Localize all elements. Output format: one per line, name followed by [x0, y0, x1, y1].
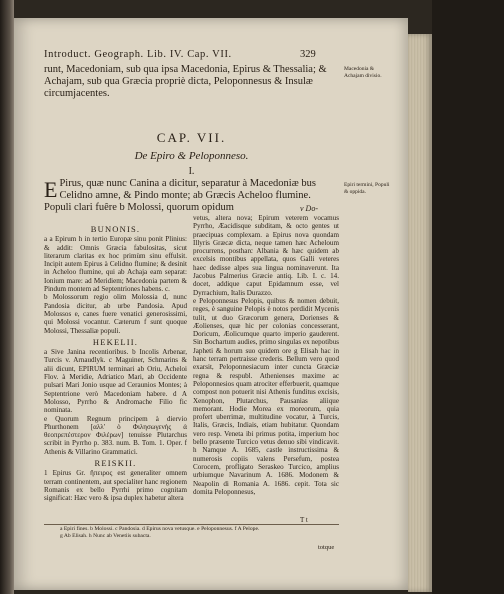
footnote-line-1: a Epiri fines. b Molossi. c Pandosia. d Epirus nova vetusque. e Peloponnesus. f A Pelope.: [60, 526, 260, 532]
footnote-rule: [44, 524, 339, 525]
section-head-hekelii: HEKELII.: [92, 336, 139, 347]
commentary-left-column: [44, 222, 187, 503]
chapter-title: De Epiro & Peloponneso.: [134, 150, 249, 162]
page-stack-edge: [408, 34, 432, 592]
chapter-heading: CAP. VII.: [156, 130, 227, 145]
footnote-line-2: g Ab Elisah. h Nunc ab Venetiis subacta.: [60, 533, 151, 539]
footnotes: [60, 526, 340, 540]
commentary-right-column: [193, 214, 339, 496]
page-number: 329: [300, 49, 316, 60]
book-gutter: [0, 0, 14, 594]
running-title: Introduct. Geograph. Lib. IV. Cap. VII.: [44, 49, 232, 60]
opening-paragraph: [44, 178, 339, 214]
book-cover-edge: [432, 0, 504, 594]
catchword-top: v Do-: [300, 204, 318, 213]
right-column-text: vetus, altera nova; Epirum veterem vocamus Pyrrho, Æacidisque subditam, & octo gentes ut praecipuas complexam. a Epirus nova quondam Illyris Græcæ dicta, neque tamen hæc Acheloum procurrens, postharc Albania & hæc quidem ab excelsis montibus appellata, quos Galli veteres haec dedisse alpes sua lingua nominaverunt. Ita Jacobus Palmerius Græcie antiq. Lib. I. c. 14. docet, addique caput Epidamnum esse, vel Dyrrachium, Italis Durazzo.: [193, 214, 339, 297]
opening-text: Pirus, quæ nunc Canina a dicitur, separatur à Macedoniæ bus Celidno amne, & Pindo monte; ab Græcis Acheloo flumine. Populi clari fuêre b Molossi, quorum opidum: [44, 178, 316, 213]
bunonis-note-b: b Molossorum regio olim Molossia d, nunc Pandosia dicitur, ab urbe Pandosia. Apud Molossos e, canes fuere venatici generosissimi, qui Molossi vocantur. Cæterum f sunt quoque Molossi, Thessaliæ populi.: [44, 293, 187, 335]
signature-mark: T t: [300, 516, 308, 524]
intro-paragraph: runt, Macedoniam, sub qua ipsa Macedonia, Epirus & Thessalia; & Achajam, sub qua Græcia propriè dicta, Peloponnesus & Insulæ circumjacentes.: [44, 64, 327, 99]
drop-cap: E: [44, 177, 58, 202]
section-head-reiskii: REISKII.: [94, 458, 137, 469]
hekelii-note-2: e Quorum Regnum principem à diervio Phurthonem [αλλ' ὁ Φιλησωγενὴς ἀ θεοπρεπέστερον Φιλέρων] tenuisse Plutarchus scribit in Pyrrho p. 383. num. B. Tom. 1. Oper. f Athenis & Villarino Grammatici.: [44, 414, 187, 456]
margin-note-macedonia: Macedonia & Achajam divisio.: [344, 66, 382, 79]
reiskii-note: 1 Epirus Gr. ἤπειρος est generaliter omnem terram continentem, aut specialiter hanc regionem Romanis ex bello Pyrrhi primo cognitam significat: Hæc vero & ipsa duplex habetur altera: [44, 469, 187, 503]
section-head-bunonis: BUNONIS.: [90, 224, 141, 234]
margin-note-epiri: Epiri termini, Populi & oppida.: [344, 182, 390, 195]
section-numeral: I.: [188, 166, 195, 177]
bunonis-note-a: a a Epirum h in tertio Europæ sinu ponit Plinius: & addit: Omnis Græcia fabulositas, sicut literarum claritas ex hoc primùm sinu effulsit. Incipit autem Epirus à Celidno flumine; & desinit in Acheloo flumine, qui ab Achaja eam separat: Ionium mare: ad Meridiem; Macedonia partem & Pindum montem ad Septentriones habens. c.: [44, 235, 187, 294]
hekelii-note: a Sive Janina recentioribus. b Incolis Arbenar, Turcis v. Arnaudlyk. c Maguiner, Schmarins & alii dicunt, EPIRUM terminari ab Oriu, Acheloi Flov. à Meridie, Adriatico Mari, ab Occidente pulsari Mari Jonio usque ad Ceraunios Montes; à Septentrione verò Macedoniam habere. d A Molosso, Pyrrho & Andromache Filio fic nominata.: [44, 348, 187, 415]
right-column-text-2: e Peloponnesus Pelopis, quibus & nomen debuit, reges, è sanguine Pelopis è notos perdidit Mycenis tulit, ut duo Græcorum genera, Dorienses & Æolienses, quæ hic per colonias concesserant, Doricum, Æolicumque quarto imperio gauderent. Sin Bochartum audies, primo singulas ex nepotibus Japheti & horum suo quidem ore g Elisah hac in hanc terram pertraisse crederis. Bellum vero quod exarsit, Peloponnesiacum inter cuncta Græciæ regna & respubl. Athenienses maxime ac Peloponnesios quam atrociter efferbuerit, quamque compost non potuerit nisi Athenis funditus excisis, Xenophon, Plutarchus, Pausanias aliique memorant. Hodie Morea ex moreorum, quia profert uberrimæ, multitudine vocatur, à Turcis, Italis, Græcis, Indiais, etiam hubitatur. Quondam vero resp. Veneta ibi primus potita, imperium hoc bello præsente Turcico vetus denuo sibi vindicavit. h Namque A. 1685, castle instructissima & numerosis copiis valens Persefum, postea Corocem, profligato Seraskeo Turcico, amplius urbiumque Navarinum A. 1686. Modonem & Neapolin di Romania A. 1686. cepit. Tota sic domita Peloponnesus,: [193, 296, 339, 496]
running-header: [44, 49, 334, 60]
catchword: totque: [318, 544, 335, 551]
